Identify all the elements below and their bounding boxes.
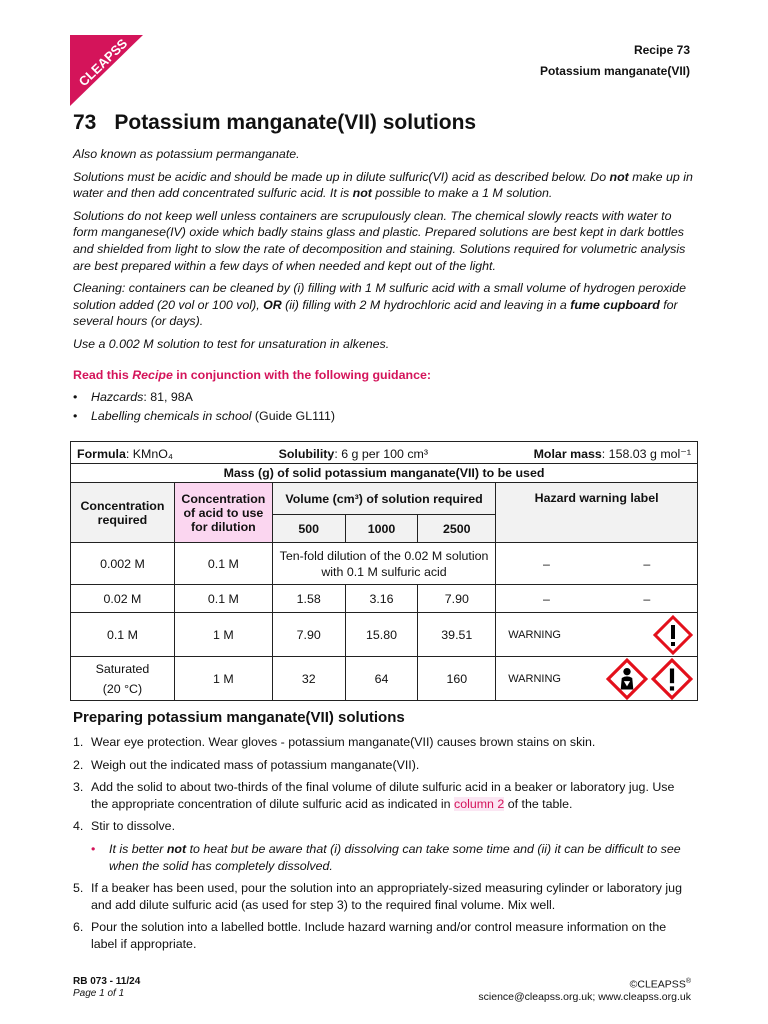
table-row: Saturated (20 °C) 1 M 32 64 160 WARNING	[71, 657, 698, 701]
table-row: 0.02 M 0.1 M 1.58 3.16 7.90 – –	[71, 585, 698, 613]
step: 5. If a beaker has been used, pour the solution into an appropriately-sized measuring cylinder or laboratory jug and add dilute sulfuric acid (as used for step 3) to the required final volume. Mix well.	[73, 881, 682, 912]
column-2-reference: column 2	[454, 796, 505, 811]
cleapss-logo	[70, 35, 143, 106]
title-number: 73	[73, 111, 97, 134]
step-note: • It is better not to heat but be aware that (i) dissolving can take some time and (ii) it can be difficult to see when the solid has completely dissolved.	[91, 841, 693, 874]
logo-text: CLEAPSS	[75, 35, 131, 90]
step: 3. Add the solid to about two-thirds of the final volume of dilute sulfuric acid in a beaker or laboratory jug. Use the appropriate concentration of dilute sulfuric acid as indicated in column 2 of the table.	[73, 780, 675, 811]
table-row: 0.002 M 0.1 M Ten-fold dilution of the 0.02 M solution with 0.1 M sulfuric acid – –	[71, 543, 698, 585]
step: 1. Wear eye protection. Wear gloves - potassium manganate(VII) causes brown stains on skin.	[73, 735, 596, 749]
exclamation-mark-hazard-icon	[651, 658, 693, 700]
header-volume: Volume (cm³) of solution required	[272, 483, 495, 515]
health-hazard-icon	[606, 658, 648, 700]
step: 2. Weigh out the indicated mass of potassium manganate(VII).	[73, 757, 420, 772]
signal-word: WARNING	[508, 672, 561, 685]
intro-p2: Solutions do not keep well unless containers are scrupulously clean. The chemical slowly reacts with water to form manganese(IV) oxide which badly stains glass and plastic. Prepared solutions are best kept in dark bottles and shielded from light to slow the rate of decomposition and staining. Solutions required for volumetric analysis are best prepared within a few days of when needed and kept out of the light.	[73, 208, 686, 273]
header-500: 500	[272, 515, 345, 543]
header-acid: Concentration of acid to use for dilution	[174, 483, 272, 543]
header-2500: 2500	[418, 515, 496, 543]
page-title	[73, 111, 476, 135]
exclamation-mark-hazard-icon	[653, 615, 693, 655]
dilution-note: Ten-fold dilution of the 0.02 M solution with 0.1 M sulfuric acid	[272, 543, 495, 585]
guidance-heading: Read this Recipe in conjunction with the following guidance:	[73, 368, 431, 382]
signal-word: WARNING	[508, 628, 561, 641]
method-steps	[73, 734, 693, 959]
preparation-table	[70, 441, 698, 701]
step: 6. Pour the solution into a labelled bottle. Include hazard warning and/or control measure information on the label if appropriate.	[73, 920, 667, 951]
intro-p4: Use a 0.002 M solution to test for unsaturation in alkenes.	[73, 336, 390, 351]
table-row: 0.1 M 1 M 7.90 15.80 39.51 WARNING	[71, 613, 698, 657]
step: 4. Stir to dissolve. • It is better not to heat but be aware that (i) dissolving can take some time and (ii) it can be difficult to see when the solid has completely dissolved.	[73, 818, 693, 874]
substance-info	[71, 442, 697, 463]
header-concentration: Concentration required	[71, 483, 175, 543]
page-header	[540, 40, 690, 82]
header-1000: 1000	[345, 515, 418, 543]
formula: Formula: KMnO₄	[77, 446, 173, 461]
aka: Also known as potassium permanganate.	[73, 147, 300, 161]
mass-heading: Mass (g) of solid potassium manganate(VII) to be used	[71, 464, 698, 483]
recipe-number: Recipe 73	[633, 43, 690, 57]
footer-code: RB 073 - 11/24 Page 1 of 1	[73, 976, 141, 999]
molar-mass: Molar mass: 158.03 g mol⁻¹	[533, 447, 691, 461]
solubility: Solubility: 6 g per 100 cm³	[278, 446, 428, 461]
intro-p1: Solutions must be acidic and should be made up in dilute sulfuric(VI) acid as described below. Do not make up in water and then add concentrated sulfuric acid. It is not possible to make a 1 M solution.	[73, 169, 693, 201]
intro-p3: Cleaning: containers can be cleaned by (i) filling with 1 M sulfuric acid with a small volume of hydrogen peroxide solution added (20 vol or 100 vol), OR (ii) filling with 2 M hydrochloric acid and leaving in a fume cupboard for several hours (or days).	[73, 281, 686, 329]
guidance-item: • Hazcards: 81, 98A	[73, 388, 335, 407]
footer-contact: ©CLEAPSS® science@cleapss.org.uk; www.cleapss.org.uk	[478, 978, 691, 1003]
intro-text	[73, 146, 693, 359]
header-hazard: Hazard warning label	[496, 483, 698, 543]
guidance-item: • Labelling chemicals in school (Guide GL111)	[73, 407, 335, 426]
recipe-subject: Potassium manganate(VII)	[539, 64, 690, 78]
section-heading: Preparing potassium manganate(VII) solutions	[73, 709, 405, 726]
title-text: Potassium manganate(VII) solutions	[114, 111, 477, 134]
guidance-list	[73, 388, 335, 425]
